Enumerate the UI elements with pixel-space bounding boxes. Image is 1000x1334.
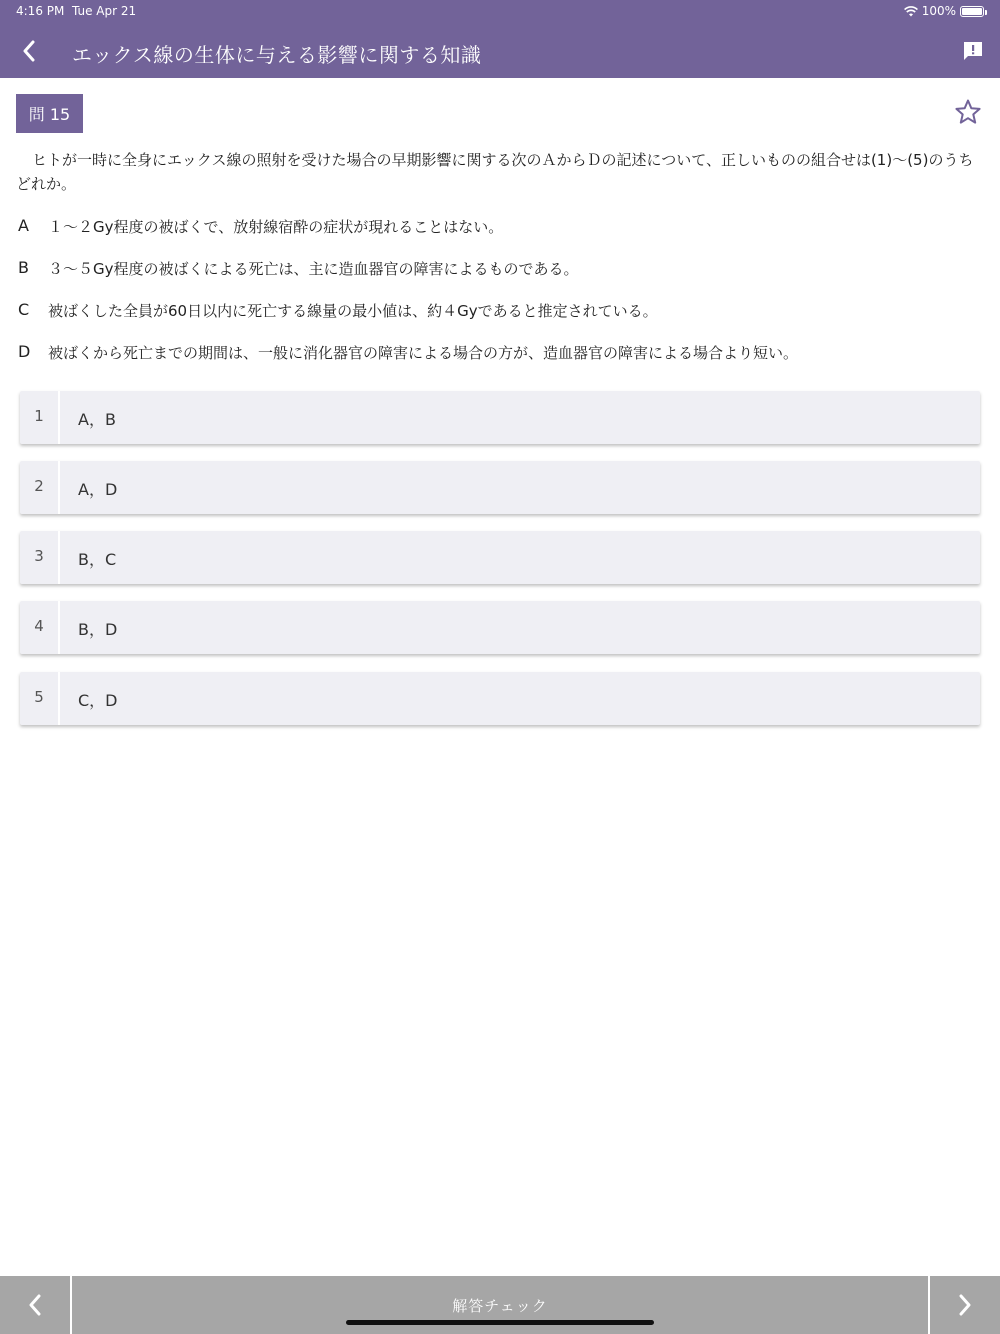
- report-bubble-icon: [962, 40, 984, 62]
- report-button[interactable]: [962, 40, 984, 62]
- status-bar: [16, 4, 984, 22]
- battery-percent: 100%: [921, 4, 956, 18]
- home-indicator[interactable]: [346, 1320, 654, 1325]
- check-answer-button[interactable]: 解答チェック: [452, 1296, 548, 1315]
- answer-option-3[interactable]: [20, 531, 980, 584]
- navigation-bar: [0, 0, 1000, 78]
- option-label: A，D: [78, 480, 118, 499]
- status-right: [904, 4, 984, 18]
- chevron-right-icon: [958, 1294, 972, 1316]
- statement-text: １〜２Gy程度の被ばくで、放射線宿酔の症状が現れることはない。: [48, 218, 504, 236]
- statement-text: 被ばくから死亡までの期間は、一般に消化器官の障害による場合の方が、造血器官の障害による場合より短い。: [48, 344, 799, 362]
- status-time: 4:16 PM: [16, 4, 65, 18]
- page-title: エックス線の生体に与える影響に関する知識: [72, 43, 482, 67]
- statement-b: [18, 258, 579, 279]
- next-question-button[interactable]: [928, 1276, 1000, 1334]
- statement-letter: C: [18, 300, 30, 319]
- option-number: 2: [20, 461, 60, 514]
- question-text: ヒトが一時に全身にエックス線の照射を受けた場合の早期影響に関する次のＡからＤの記述について、正しいものの組合せは(1)〜(5)のうちどれか。: [16, 151, 974, 193]
- option-label: C，D: [78, 691, 118, 710]
- answer-option-4[interactable]: [20, 601, 980, 654]
- battery-icon: [960, 6, 984, 17]
- option-label: A，B: [78, 410, 116, 429]
- statement-letter: A: [18, 216, 29, 235]
- option-number: 5: [20, 672, 60, 725]
- option-label: B，D: [78, 620, 118, 639]
- option-number: 4: [20, 601, 60, 654]
- statement-a: [18, 216, 503, 237]
- answer-option-2[interactable]: [20, 461, 980, 514]
- option-number: 3: [20, 531, 60, 584]
- status-date: Tue Apr 21: [72, 4, 137, 18]
- statement-text: ３〜５Gy程度の被ばくによる死亡は、主に造血器官の障害によるものである。: [48, 260, 579, 278]
- answer-option-5[interactable]: [20, 672, 980, 725]
- statement-letter: D: [18, 342, 31, 361]
- star-icon: [954, 98, 982, 126]
- bookmark-button[interactable]: [954, 98, 982, 126]
- answer-option-1[interactable]: [20, 391, 980, 444]
- statement-text: 被ばくした全員が60日以内に死亡する線量の最小値は、約４Gyであると推定されている。: [48, 302, 658, 320]
- chevron-left-icon: [22, 40, 36, 62]
- option-label: B，C: [78, 550, 117, 569]
- wifi-icon: [904, 6, 918, 17]
- option-number: 1: [20, 391, 60, 444]
- bottom-toolbar: [0, 1276, 1000, 1334]
- statement-c: [18, 300, 658, 321]
- chevron-left-icon: [28, 1294, 42, 1316]
- question-number-badge: 問 15: [16, 94, 83, 133]
- previous-question-button[interactable]: [0, 1276, 72, 1334]
- statement-letter: B: [18, 258, 29, 277]
- statement-d: [18, 342, 798, 363]
- back-button[interactable]: [14, 36, 44, 66]
